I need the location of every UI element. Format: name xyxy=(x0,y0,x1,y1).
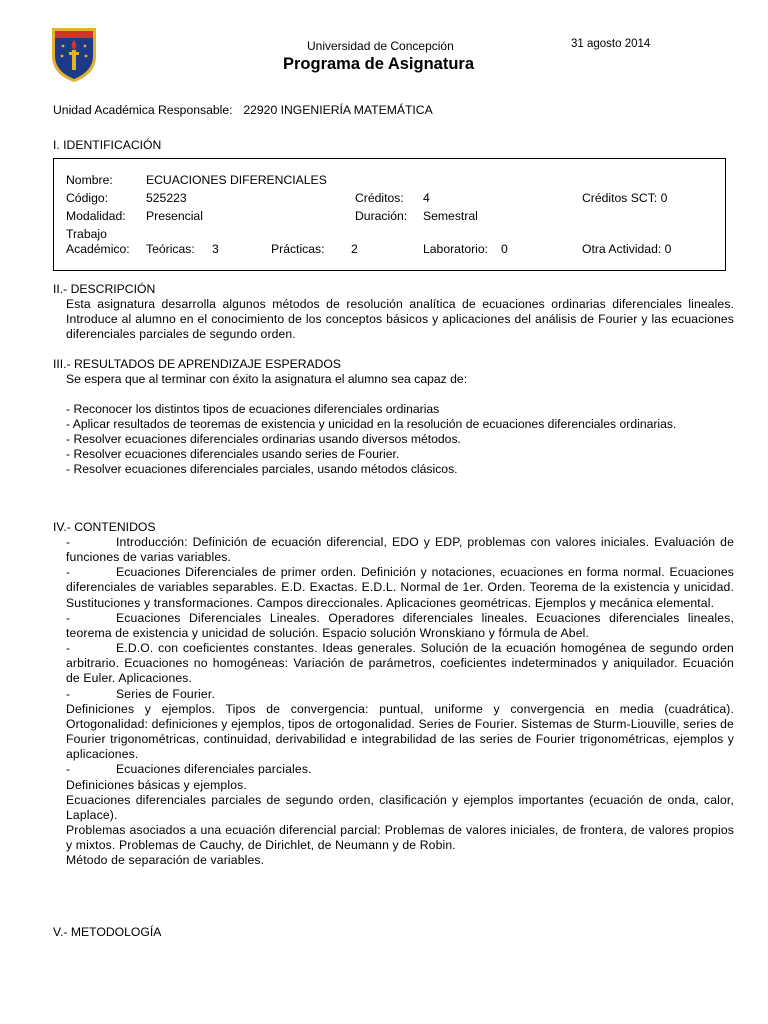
contenidos-item xyxy=(66,611,734,641)
contenidos-item xyxy=(66,565,734,610)
contenidos-body xyxy=(66,535,734,868)
university-crest-logo xyxy=(50,26,98,84)
contenidos-text: E.D.O. con coeficientes constantes. Ideas generales. Solución de la ecuación homogénea de segundo orden arbitrario. Ecuaciones no homogéneas: Variación de parámetros, coeficientes indeterminados y aniquilador. Ecuación de Euler. Aplicaciones. xyxy=(66,641,734,686)
contenidos-text: Definiciones y ejemplos. Tipos de convergencia: puntual, uniforme y convergencia en media (cuadrática). Ortogonalidad: definiciones y ejemplos, tipos de ortogonalidad. Series de Fourier. Sistemas de Sturm-Liouville, series de Fourier trigonométricas, continuidad, derivabilidad e integrabilidad de las series de Fourier trigonométricas, ejemplos y aplicaciones. xyxy=(66,701,734,762)
teoricas-label: Teóricas: xyxy=(146,242,195,256)
contenidos-item xyxy=(66,535,734,565)
university-name: Universidad de Concepción xyxy=(307,39,454,53)
list-item: - Resolver ecuaciones diferenciales ordinarias usando diversos métodos. xyxy=(66,432,461,446)
practicas-label: Prácticas: xyxy=(271,242,325,256)
duracion-value: Semestral xyxy=(423,209,478,223)
nombre-value: ECUACIONES DIFERENCIALES xyxy=(146,173,327,187)
contenidos-text: Series de Fourier. xyxy=(116,686,215,701)
contenidos-text: Ecuaciones diferenciales parciales. xyxy=(116,762,312,777)
dash-marker: - xyxy=(66,565,71,580)
identification-box xyxy=(53,158,726,271)
contenidos-item xyxy=(66,641,734,686)
laboratorio-label: Laboratorio: xyxy=(423,242,489,256)
contenidos-item xyxy=(66,762,734,777)
resultados-list xyxy=(66,402,676,477)
contenidos-text: Ecuaciones diferenciales parciales de segundo orden, clasificación y ejemplos importantes (ecuación de onda, calor, Laplace). xyxy=(66,792,734,822)
academic-unit-label: Unidad Académica Responsable: xyxy=(53,103,233,117)
creditos-label: Créditos: xyxy=(355,191,404,205)
teoricas-value: 3 xyxy=(212,242,219,256)
trabajo-label-line2: Académico: xyxy=(66,242,130,256)
contenidos-text: Problemas asociados a una ecuación diferencial parcial: Problemas de valores iniciales, de frontera, de valores propios y mixtos. Problemas de Cauchy, de Dirichlet, de Neumann y de Robin. xyxy=(66,822,734,853)
descripcion-paragraph: Esta asignatura desarrolla algunos métodos de resolución analítica de ecuaciones ordinarias diferenciales lineales. Introduce al alumno en el conocimiento de los conceptos básicos y aplicaciones del análisis de Fourier y las ecuaciones diferenciales parciales de segundo orden. xyxy=(66,297,734,342)
contenidos-item xyxy=(66,687,734,702)
trabajo-label-line1: Trabajo xyxy=(66,227,107,241)
section-contenidos-heading: IV.- CONTENIDOS xyxy=(53,520,156,534)
section-metodologia-heading: V.- METODOLOGÍA xyxy=(53,925,162,939)
laboratorio-value: 0 xyxy=(501,242,508,256)
creditos-sct: Créditos SCT: 0 xyxy=(582,191,668,205)
section-resultados-heading: III.- RESULTADOS DE APRENDIZAJE ESPERADOS xyxy=(53,357,342,371)
dash-marker: - xyxy=(66,762,71,777)
otra-actividad: Otra Actividad: 0 xyxy=(582,242,672,256)
list-item: - Resolver ecuaciones diferenciales usando series de Fourier. xyxy=(66,447,400,461)
contenidos-text: Método de separación de variables. xyxy=(66,853,265,868)
contenidos-text: Definiciones básicas y ejemplos. xyxy=(66,777,247,792)
list-item: - Aplicar resultados de teoremas de existencia y unicidad en la resolución de ecuaciones diferenciales ordinarias. xyxy=(66,417,677,431)
dash-marker: - xyxy=(66,641,71,656)
list-item: - Resolver ecuaciones diferenciales parciales, usando métodos clásicos. xyxy=(66,462,458,476)
dash-marker: - xyxy=(66,535,71,549)
nombre-label: Nombre: xyxy=(66,173,113,187)
academic-unit-value: 22920 INGENIERÍA MATEMÁTICA xyxy=(243,103,433,117)
contenidos-text: Introducción: Definición de ecuación diferencial, EDO y EDP, problemas con valores iniciales. Evaluación de funciones de varias variables. xyxy=(66,535,734,565)
section-identificacion-heading: I. IDENTIFICACIÓN xyxy=(53,138,162,152)
document-date: 31 agosto 2014 xyxy=(571,38,651,50)
page-title: Programa de Asignatura xyxy=(283,55,475,73)
resultados-intro: Se espera que al terminar con éxito la asignatura el alumno sea capaz de: xyxy=(66,372,468,386)
list-item: - Reconocer los distintos tipos de ecuaciones diferenciales ordinarias xyxy=(66,402,440,416)
contenidos-text: Ecuaciones Diferenciales de primer orden. Definición y notaciones, ecuaciones en forma normal. Ecuaciones diferenciales de variables separables. E.D. Exactas. E.D.L. Normal de 1er. Orden. Teorema de la existencia y unicidad. Sustituciones y transformaciones. Campos direccionales. Aplicaciones geométricas. Ejemplos y mecánica elemental. xyxy=(66,565,734,610)
dash-marker: - xyxy=(66,686,71,701)
codigo-value: 525223 xyxy=(146,191,187,205)
duracion-label: Duración: xyxy=(355,209,408,223)
academic-unit xyxy=(53,103,433,117)
modalidad-value: Presencial xyxy=(146,209,203,223)
descripcion-text xyxy=(66,297,734,343)
section-descripcion-heading: II.- DESCRIPCIÓN xyxy=(53,282,156,296)
dash-marker: - xyxy=(66,610,71,625)
creditos-value: 4 xyxy=(423,191,430,205)
contenidos-text: Ecuaciones Diferenciales Lineales. Operadores diferenciales lineales. Ecuaciones diferenciales lineales, teorema de existencia y unicidad de solución. Espacio solución Wronskiano y fórmula de Abel. xyxy=(66,610,734,640)
practicas-value: 2 xyxy=(351,242,358,256)
codigo-label: Código: xyxy=(66,191,109,205)
modalidad-label: Modalidad: xyxy=(66,209,126,223)
